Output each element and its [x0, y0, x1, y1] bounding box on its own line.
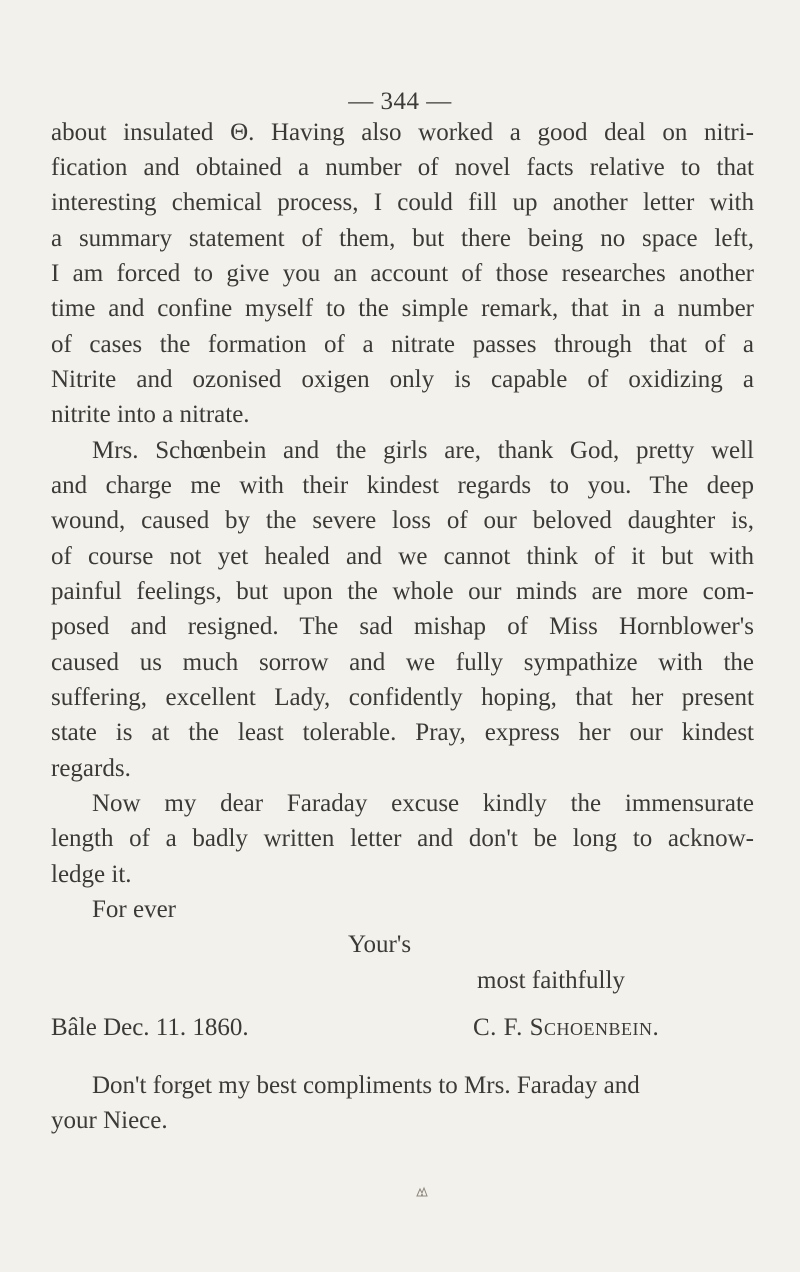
- body-line: wound, caused by the severe loss of our beloved daughter is,: [51, 507, 754, 534]
- body-line: For ever: [92, 896, 176, 923]
- body-line: a summary statement of them, but there being no space left,: [51, 225, 754, 252]
- body-line: Mrs. Schœnbein and the girls are, thank God, pretty well: [92, 437, 754, 464]
- body-line: nitrite into a nitrate.: [51, 401, 250, 428]
- letter-date: Bâle Dec. 11. 1860.: [51, 1014, 249, 1041]
- body-line: length of a badly written letter and don't be long to acknow-: [51, 825, 754, 852]
- body-line: of course not yet healed and we cannot think of it but with: [51, 543, 754, 570]
- body-line: posed and resigned. The sad mishap of Miss Hornblower's: [51, 613, 754, 640]
- body-line: ledge it.: [51, 861, 132, 888]
- body-line: about insulated Θ. Having also worked a good deal on nitri-: [51, 119, 754, 146]
- body-line: regards.: [51, 755, 131, 782]
- signature: C. F. Schoenbein.: [473, 1014, 660, 1041]
- postscript-line: your Niece.: [51, 1107, 168, 1134]
- body-line: caused us much sorrow and we fully sympathize with the: [51, 649, 754, 676]
- body-line: interesting chemical process, I could fill up another letter with: [51, 189, 754, 216]
- body-line: fication and obtained a number of novel facts relative to that: [51, 154, 754, 181]
- printer-ornament-icon: [416, 1186, 428, 1198]
- body-line: painful feelings, but upon the whole our minds are more com-: [51, 578, 754, 605]
- body-line: I am forced to give you an account of those researches another: [51, 260, 754, 287]
- postscript-line: Don't forget my best compliments to Mrs. Faraday and: [92, 1072, 640, 1099]
- body-line: suffering, excellent Lady, confidently hoping, that her present: [51, 684, 754, 711]
- body-line: of cases the formation of a nitrate passes through that of a: [51, 331, 754, 358]
- body-line: time and confine myself to the simple remark, that in a number: [51, 295, 754, 322]
- page-number: — 344 —: [348, 88, 452, 115]
- closing-salutation: most faithfully: [477, 967, 625, 994]
- body-line: Now my dear Faraday excuse kindly the immensurate: [92, 790, 754, 817]
- body-line: Nitrite and ozonised oxigen only is capable of oxidizing a: [51, 366, 754, 393]
- body-line: and charge me with their kindest regards to you. The deep: [51, 472, 754, 499]
- body-line: state is at the least tolerable. Pray, express her our kindest: [51, 719, 754, 746]
- closing-salutation: Your's: [348, 931, 412, 958]
